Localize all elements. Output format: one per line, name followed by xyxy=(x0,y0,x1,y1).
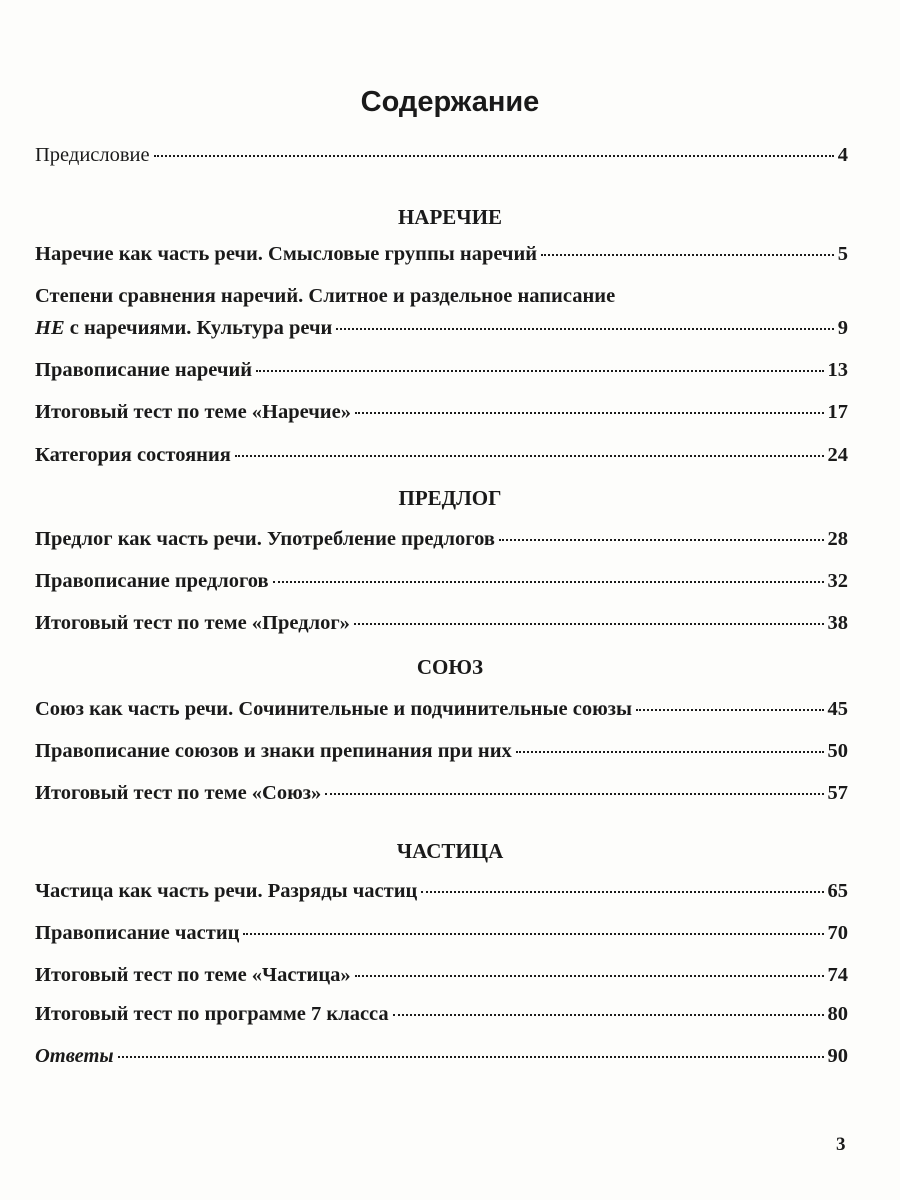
toc-entry-page: 50 xyxy=(827,740,848,762)
toc-entry xyxy=(35,922,848,945)
toc-entry-page: 28 xyxy=(827,528,848,550)
toc-entry-label: Наречие как часть речи. Смысловые группы наречий xyxy=(35,243,538,265)
dot-leader xyxy=(355,412,824,414)
toc-entry xyxy=(35,359,848,382)
dot-leader xyxy=(325,793,823,795)
toc-entry-page: 45 xyxy=(827,698,848,720)
toc-entry xyxy=(35,1003,848,1026)
dot-leader xyxy=(273,581,824,583)
toc-entry-label: Итоговый тест по теме «Предлог» xyxy=(35,612,350,634)
toc-entry xyxy=(35,782,848,805)
toc-entry-page: 38 xyxy=(827,612,848,634)
toc-entry-page: 65 xyxy=(827,880,848,902)
dot-leader xyxy=(636,709,824,711)
toc-entry-label: Частица как часть речи. Разряды частиц xyxy=(35,880,418,902)
toc-entry-label: Итоговый тест по теме «Наречие» xyxy=(35,401,351,423)
toc-entry-label-italic: НЕ xyxy=(35,317,65,339)
toc-entry-page: 5 xyxy=(837,243,848,265)
toc-entry-label: Предисловие xyxy=(35,144,150,166)
dot-leader xyxy=(354,623,824,625)
toc-entry-label: с наречиями. Культура речи xyxy=(64,317,333,339)
toc-entry-label: Предлог как часть речи. Употребление предлогов xyxy=(35,528,495,550)
toc-entry xyxy=(35,964,848,987)
dot-leader xyxy=(154,155,834,157)
toc-entry-page: 13 xyxy=(827,359,848,381)
toc-entry xyxy=(35,317,848,340)
toc-entry-label-line1: Степени сравнения наречий. Слитное и раздельное написание xyxy=(35,285,616,307)
toc-entry-label: Правописание частиц xyxy=(35,922,240,944)
toc-entry-label: Итоговый тест по теме «Союз» xyxy=(35,782,322,804)
toc-entry xyxy=(35,1045,848,1068)
toc-entry xyxy=(35,570,848,593)
dot-leader xyxy=(118,1056,824,1058)
dot-leader xyxy=(336,328,833,330)
section-heading: ПРЕДЛОГ xyxy=(398,486,502,510)
toc-entry-label: Союз как часть речи. Сочинительные и подчинительные союзы xyxy=(35,698,632,720)
toc-entry-page: 90 xyxy=(827,1045,848,1067)
toc-entry xyxy=(35,528,848,551)
dot-leader xyxy=(516,751,824,753)
toc-entry-label: Правописание наречий xyxy=(35,359,253,381)
toc-entry-page: 80 xyxy=(827,1003,848,1025)
dot-leader xyxy=(393,1014,824,1016)
section-heading: ЧАСТИЦА xyxy=(396,839,504,863)
toc-entry-page: 74 xyxy=(827,964,848,986)
dot-leader xyxy=(243,933,823,935)
toc-entry xyxy=(35,444,848,467)
toc-entry-label: Итоговый тест по программе 7 класса xyxy=(35,1003,389,1025)
toc-entry xyxy=(35,880,848,903)
dot-leader xyxy=(355,975,824,977)
dot-leader xyxy=(421,891,823,893)
toc-entry xyxy=(35,740,848,763)
toc-entry-label: Правописание союзов и знаки препинания при них xyxy=(35,740,512,762)
dot-leader xyxy=(235,455,824,457)
dot-leader xyxy=(541,254,834,256)
dot-leader xyxy=(499,539,824,541)
dot-leader xyxy=(256,370,823,372)
toc-entry xyxy=(35,243,848,266)
toc-entry-label: Ответы xyxy=(35,1045,114,1067)
toc-entry-label: Категория состояния xyxy=(35,444,231,466)
toc-entry-page: 57 xyxy=(827,782,848,804)
toc-entry-label: Итоговый тест по теме «Частица» xyxy=(35,964,351,986)
section-heading: СОЮЗ xyxy=(416,655,484,679)
toc-entry-page: 70 xyxy=(827,922,848,944)
toc-entry xyxy=(35,612,848,635)
toc-entry-label: Правописание предлогов xyxy=(35,570,269,592)
toc-entry-page: 32 xyxy=(827,570,848,592)
section-heading: НАРЕЧИЕ xyxy=(397,205,503,229)
toc-entry-page: 4 xyxy=(837,144,848,166)
toc-entry-page: 17 xyxy=(827,401,848,423)
page-number: 3 xyxy=(836,1134,846,1155)
toc-entry xyxy=(35,401,848,424)
page-title: Содержание xyxy=(360,86,540,118)
toc-entry-page: 24 xyxy=(827,444,848,466)
toc-entry-page: 9 xyxy=(837,317,848,339)
toc-entry xyxy=(35,144,848,167)
toc-entry xyxy=(35,698,848,721)
